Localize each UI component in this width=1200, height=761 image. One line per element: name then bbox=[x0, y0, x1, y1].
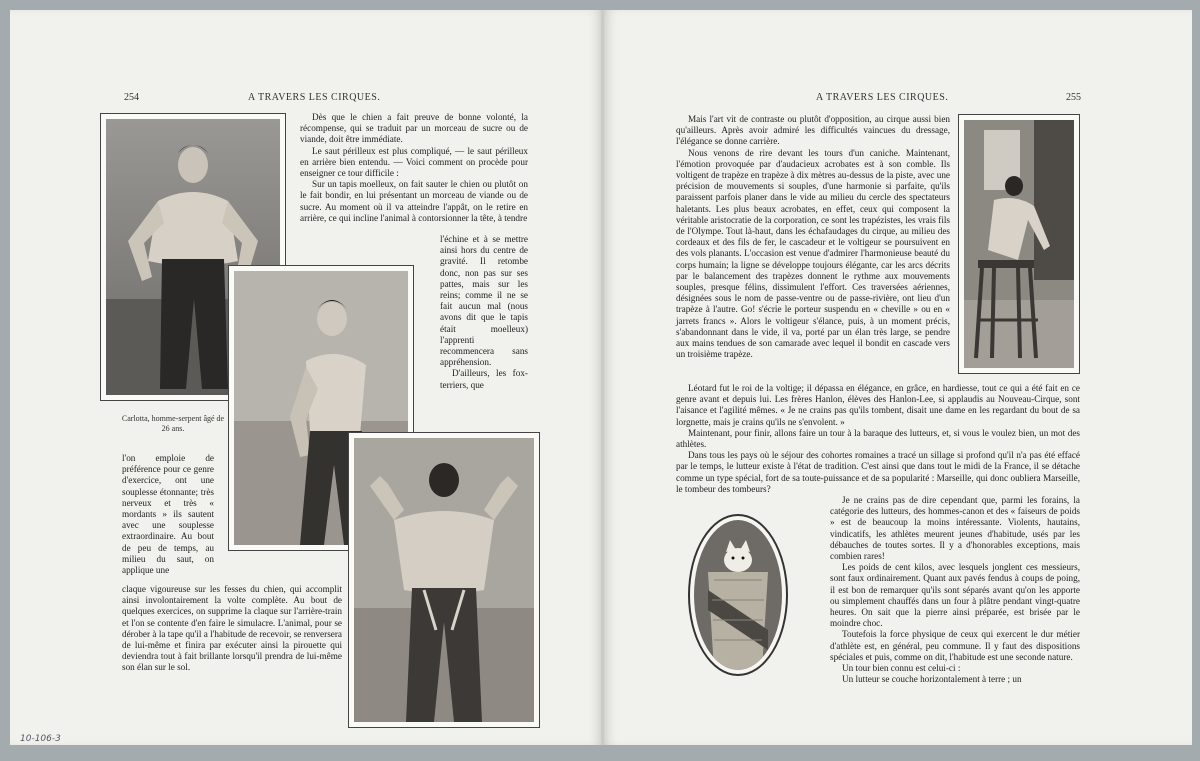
paragraph: Nous venons de rire devant les tours d'un caniche. Maintenant, l'émotion provoquée par d'audacieux acrobates est à son comble. Ils voltigent de trapèze en trapèze à dix mètres au-dessus de la piste, avec une précision de mouvements si souples, d'une harmonie si parfaite, qu'ils paraissent parfois planer dans le vide au milieu du cercle des spectateurs haletants. Les plus beaux acrobates, en effet, ceux qui composent la véritable aristocratie de la corporation, ce sont les trapézistes, les vrais fils de l'Olympe. Tout là-haut, dans les échafaudages du cirque, au milieu des cordeaux et des fils de fer, le cascadeur et le voltigeur se poursuivent en des vols planants. L'occasion est venue d'admirer l'harmonieuse beauté du corps humain; la ligne se développe toujours élégante, car les arcs décrits par le balancement des trapèzes donnent le rythme aux mouvements souples, presque félins, dissimulent l'effort. Ces traversées aériennes, désignées sous le nom de passe-ventre ou de passe-rivière, ont lieu d'un trapèze à l'autre. Go! s'écrie le porteur suspendu en « cheville » ou en « jarrets francs ». Alors le voltigeur s'élance, puis, à un moment précis, s'abandonnant dans le vide, il va, porté par un élan très large, se pendre aux mains tendues de son camarade avec lequel il bondit en cascade vers un troisième trapèze. bbox=[676, 147, 950, 360]
text-full-width bbox=[676, 383, 1080, 495]
page-number-left: 254 bbox=[124, 92, 139, 103]
photo-image bbox=[964, 120, 1074, 368]
text-column-right bbox=[300, 112, 528, 224]
photo-dog-basket bbox=[688, 514, 788, 676]
photo-acrobat-stool bbox=[958, 114, 1080, 374]
text-column-narrow bbox=[440, 234, 528, 391]
right-page bbox=[604, 10, 1192, 745]
photo-image bbox=[694, 520, 782, 670]
photo-image bbox=[354, 438, 534, 722]
paragraph: Toutefois la force physique de ceux qui exercent le dur métier d'athlète est, en général, peu commune. Il y faut des dispositions spéciales et puis, comme on dit, l'habitude est une seconde nature. bbox=[830, 629, 1080, 662]
text-bottom-left bbox=[122, 584, 342, 674]
paragraph: claque vigoureuse sur les fesses du chien, qui accomplit ainsi involontairement la volte complète. Au bout de quelques exercices, on supprime la claque sur l'arrière-train et l'on se contente d'en faire le simulacre. L'animal, pour se dérober à la tape qu'il a l'habitude de recevoir, se renversera de lui-même et finira par exécuter ainsi la pirouette qui deviendra tout à fait brillante lorsqu'il prendra de lui-même son élan sur le sol. bbox=[122, 584, 342, 673]
paragraph: D'ailleurs, les fox-terriers, que bbox=[440, 368, 528, 390]
text-bottom-right bbox=[830, 495, 1080, 685]
photo-caption: Carlotta, homme-serpent âgé de 26 ans. bbox=[121, 414, 225, 433]
paragraph: l'on emploie de préférence pour ce genre d'exercice, ont une souplesse étonnante; très nerveux et très « mordants » ils sautent avec une souplesse extraordinaire. Au bout de peu de temps, au milieu du saut, on applique une bbox=[122, 453, 214, 576]
paragraph: Léotard fut le roi de la voltige; il dépassa en élégance, en grâce, en hardiesse, tout ce qui a été fait en ce genre avant et depuis lui. Les frères Hanlon, élèves des Hanlon-Lee, si applaudis au Nouveau-Cirque, sont l'aisance et l'agilité mêmes. « Je ne crains pas qu'ils tombent, disait une dame en les regardant du bout de sa lorgnette, mais je crains qu'ils ne s'envolent. » bbox=[676, 383, 1080, 427]
paragraph: Dans tous les pays où le séjour des cohortes romaines a tracé un sillage si profond qu'il n'a pas été effacé par le temps, le lutteur existe à l'état de tradition. C'est ainsi que dans tout le midi de la France, il se détache comme un type spécial, fort de sa toute-puissance et de sa popularité : Marseille, qui donc oubliera Marseille, le tombeur des tombeurs? bbox=[676, 450, 1080, 494]
paragraph: l'échine et à se mettre ainsi hors du centre de gravité. Il retombe donc, non pas sur ses pattes, mais sur les reins; comme il ne se fait aucun mal (nous avons dit que le tapis était moelleux) l'apprenti recommencera sans appréhension. bbox=[440, 234, 528, 368]
paragraph: Je ne crains pas de dire cependant que, parmi les forains, la catégorie des lutteurs, des hommes-canon et des « faiseurs de poids » est de beaucoup la moins intéressante. Violents, hautains, vindicatifs, les athlètes meurent jeunes d'habitude, usés par les débauches de toutes sortes. Il y a d'honorables exceptions, mais combien rares! bbox=[830, 495, 1080, 562]
archive-mark: 10-106-3 bbox=[20, 734, 61, 744]
paragraph: Dès que le chien a fait preuve de bonne volonté, la récompense, qui se traduit par un morceau de sucre ou de viande, doit être immédiate. bbox=[300, 112, 528, 145]
running-head-right: A TRAVERS LES CIRQUES. bbox=[816, 92, 949, 103]
paragraph: Un tour bien connu est celui-ci : bbox=[842, 663, 961, 674]
photo-carlotta-back bbox=[348, 432, 540, 728]
paragraph: Le saut périlleux est plus compliqué, — le saut périlleux en arrière bien entendu. — Voici comment on procède pour enseigner ce tour difficile : bbox=[300, 145, 528, 179]
paragraph: Sur un tapis moelleux, on fait sauter le chien ou plutôt on le fait bondir, en lui présentant un morceau de viande ou de sucre. Au moment où il va atteindre l'appât, on le retire en arrière, ce qui incline l'animal à contorsionner la tête, à tendre bbox=[300, 179, 528, 223]
running-head-left: A TRAVERS LES CIRQUES. bbox=[248, 92, 381, 103]
page-number-right: 255 bbox=[1066, 92, 1081, 103]
paragraph: Maintenant, pour finir, allons faire un tour à la baraque des lutteurs, et, si vous le voulez bien, un mot des athlètes. bbox=[676, 427, 1080, 450]
paragraph: Un lutteur se couche horizontalement à terre ; un bbox=[842, 674, 1022, 685]
paragraph: Mais l'art vit de contraste ou plutôt d'opposition, au cirque aussi bien qu'ailleurs. Après avoir admiré les difficultés vaincues du dressage, l'élégance se donne carrière. bbox=[676, 114, 950, 147]
text-column-top bbox=[676, 114, 950, 360]
left-page bbox=[10, 10, 602, 745]
paragraph: Les poids de cent kilos, avec lesquels jonglent ces messieurs, sont faux ordinairement. Quant aux pavés fendus à coups de poing, il est bon de remarquer qu'ils sont séparés avant qu'on les apporte ou simplement chauffés dans un four à plâtre pendant vingt-quatre heures. On sait que la pierre ainsi préparée, est brisée par le moindre choc. bbox=[830, 562, 1080, 629]
text-column-left bbox=[122, 453, 214, 576]
